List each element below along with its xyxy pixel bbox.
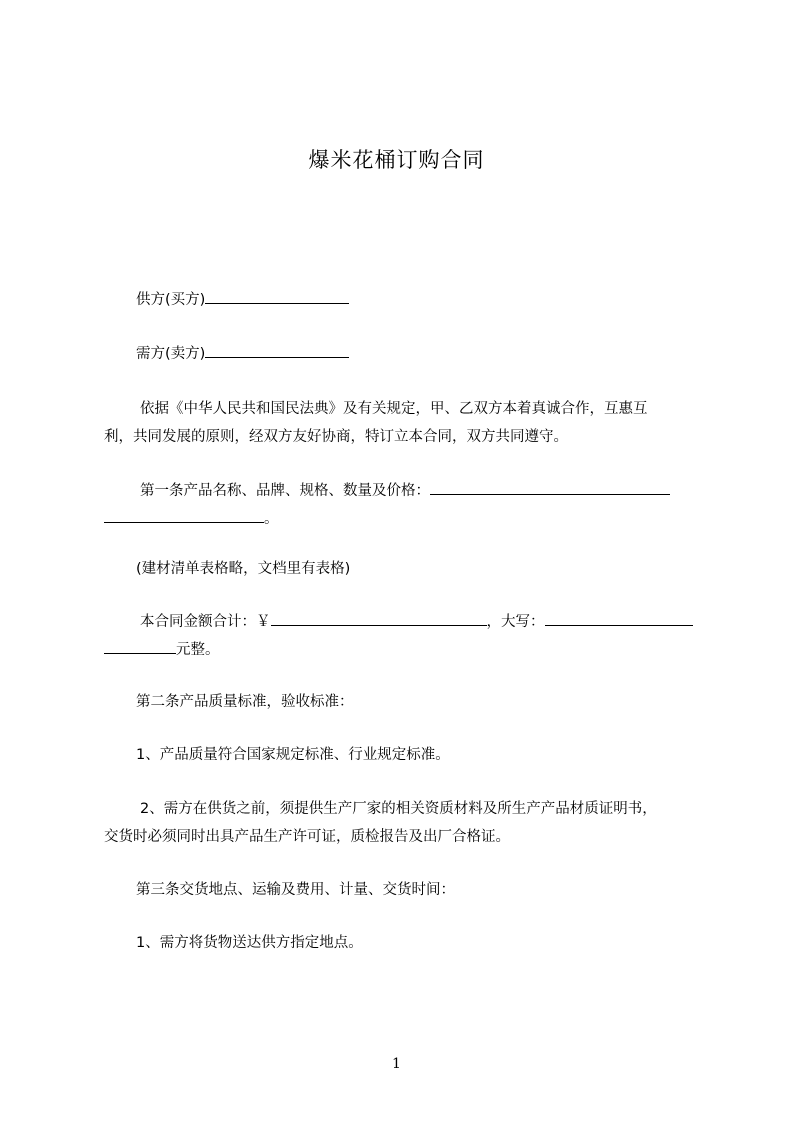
article-1-blank-2 [104, 505, 264, 523]
article-1-text: 第一条产品名称、品牌、规格、数量及价格： [140, 483, 430, 499]
total-blank [271, 608, 487, 626]
preamble-line-2: 利，共同发展的原则，经双方友好协商，特订立本合同，双方共同遵守。 [104, 429, 568, 445]
supplier-label: 供方(买方) [136, 292, 206, 308]
buyer-line [136, 340, 736, 368]
total-line [140, 608, 740, 636]
table-note: (建材清单表格略，文档里有表格) [136, 561, 351, 577]
article-2-item-2-line-1: 2、需方在供货之前，须提供生产厂家的相关资质材料及所生产产品材质证明书， [140, 801, 657, 817]
total-line-2 [104, 636, 704, 664]
upper-blank-2 [104, 636, 176, 654]
buyer-blank [205, 340, 349, 358]
article-1-end: 。 [264, 511, 279, 527]
article-1-line [140, 477, 740, 505]
article-2-item-1: 1、产品质量符合国家规定标准、行业规定标准。 [136, 747, 450, 763]
article-1-blank [430, 477, 670, 495]
article-2-title: 第二条产品质量标准，验收标准： [136, 694, 354, 710]
article-3-title: 第三条交货地点、运输及费用、计量、交货时间： [136, 882, 455, 898]
article-3-item-1: 1、需方将货物送达供方指定地点。 [136, 935, 363, 951]
upper-label: ，大写： [486, 614, 545, 630]
total-end: 元整。 [176, 642, 220, 658]
article-1-line-2 [104, 505, 704, 533]
supplier-line [136, 286, 736, 314]
document-title: 爆米花桶订购合同 [308, 148, 485, 172]
buyer-label: 需方(卖方) [136, 346, 206, 362]
upper-blank [545, 608, 693, 626]
article-2-item-2-line-2: 交货时必须同时出具产品生产许可证，质检报告及出厂合格证。 [104, 829, 510, 845]
total-label: 本合同金额合计：￥ [140, 614, 271, 630]
page-number: 1 [392, 1056, 401, 1072]
preamble-line-1: 依据《中华人民共和国民法典》及有关规定，甲、乙双方本着真诚合作，互惠互 [140, 401, 648, 417]
supplier-blank [205, 286, 349, 304]
